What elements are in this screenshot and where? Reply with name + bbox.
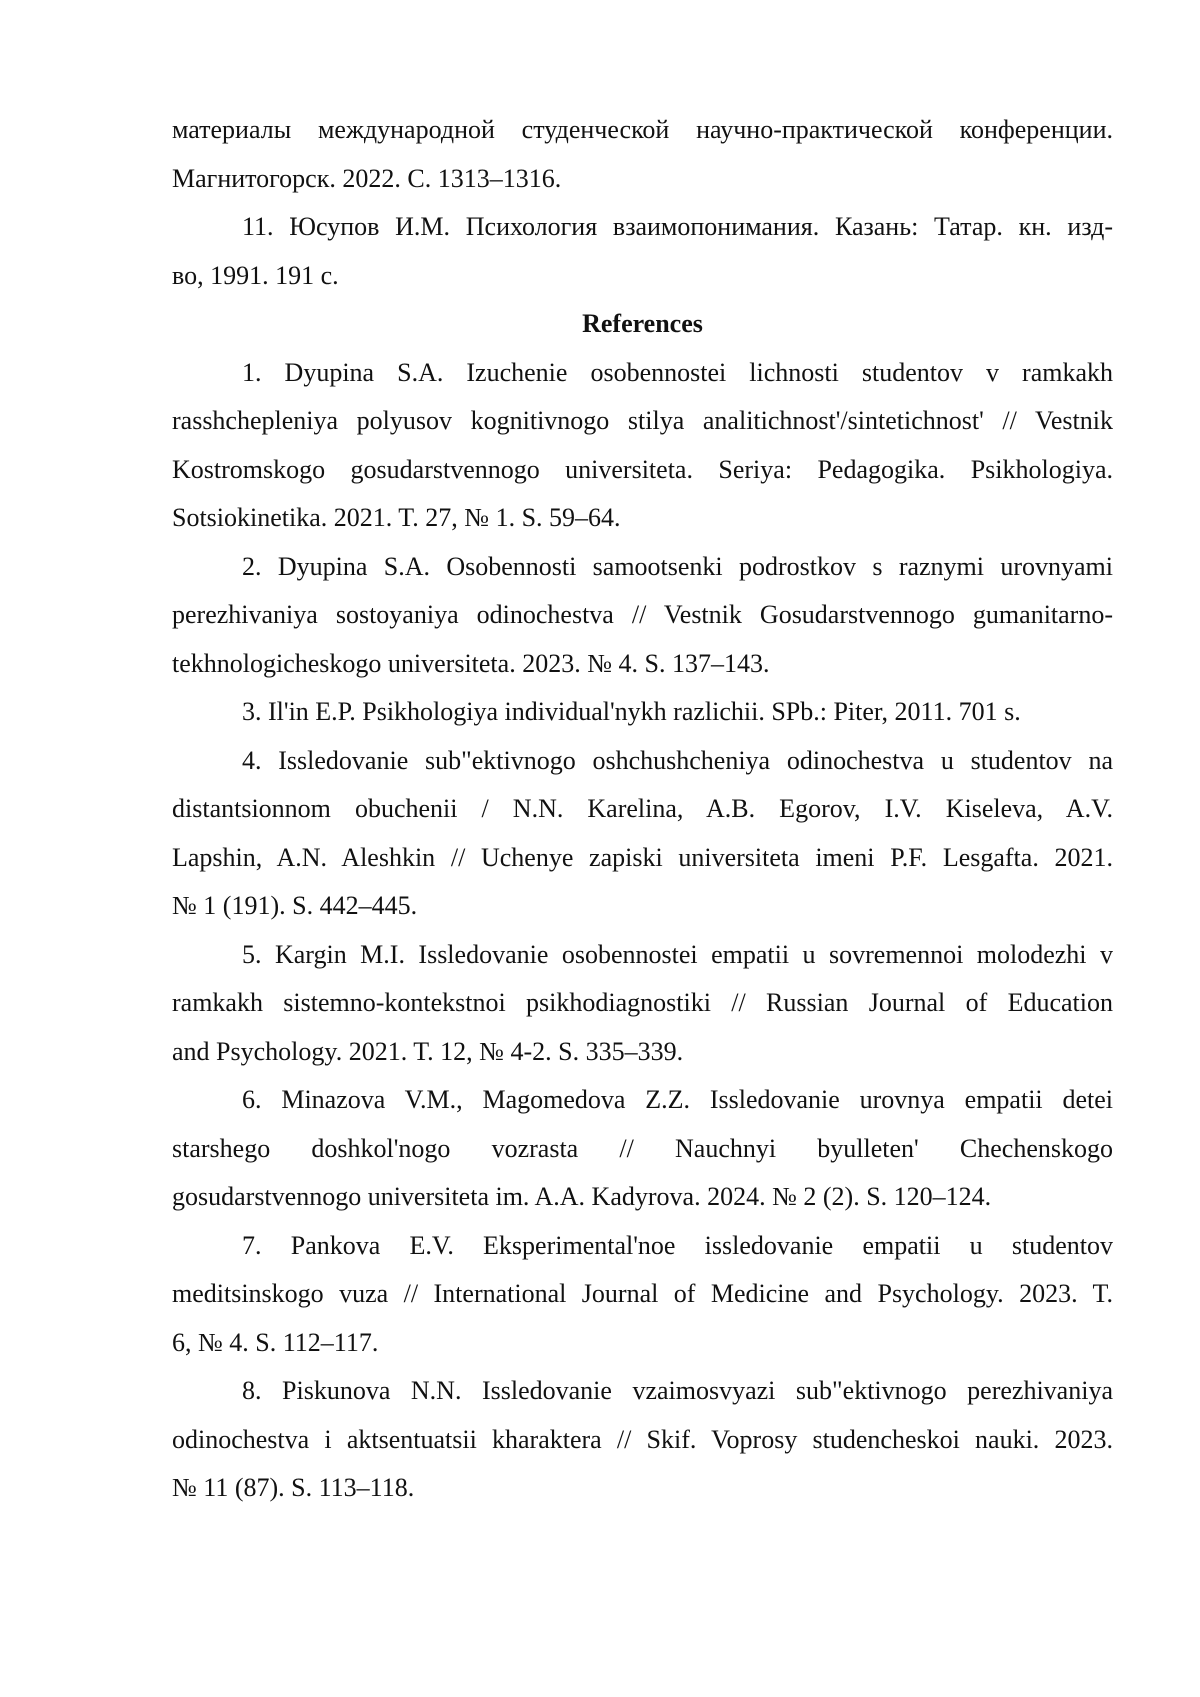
reference-entry — [172, 349, 1113, 543]
reference-line: Lapshin, A.N. Aleshkin // Uchenye zapiski universiteta imeni P.F. Lesgafta. 2021. — [172, 834, 1113, 883]
reference-line: 6. Minazova V.M., Magomedova Z.Z. Issledovanie urovnya empatii detei — [172, 1076, 1113, 1125]
reference-entry — [172, 688, 1113, 737]
reference-line: 7. Pankova E.V. Eksperimental'noe issledovanie empatii u studentov — [172, 1222, 1113, 1271]
reference-line: starshego doshkol'nogo vozrasta // Nauchnyi byulleten' Chechenskogo — [172, 1125, 1113, 1174]
reference-entry — [172, 1367, 1113, 1513]
reference-line: № 1 (191). S. 442–445. — [172, 882, 1113, 931]
reference-line: 11. Юсупов И.М. Психология взаимопонимания. Казань: Татар. кн. изд- — [172, 203, 1113, 252]
reference-line: № 11 (87). S. 113–118. — [172, 1464, 1113, 1513]
reference-entry — [172, 543, 1113, 689]
reference-entry — [172, 203, 1113, 300]
reference-line: материалы международной студенческой научно-практической конференции. — [172, 106, 1113, 155]
reference-line: Sotsiokinetika. 2021. T. 27, № 1. S. 59–64. — [172, 494, 1113, 543]
reference-line: ramkakh sistemno-kontekstnoi psikhodiagnostiki // Russian Journal of Education — [172, 979, 1113, 1028]
references-heading: References — [172, 300, 1113, 349]
reference-entry — [172, 1222, 1113, 1368]
reference-line: во, 1991. 191 с. — [172, 252, 1113, 301]
reference-entry — [172, 737, 1113, 931]
reference-line: 1. Dyupina S.A. Izuchenie osobennostei lichnosti studentov v ramkakh — [172, 349, 1113, 398]
reference-line: 5. Kargin M.I. Issledovanie osobennostei empatii u sovremennoi molodezhi v — [172, 931, 1113, 980]
reference-line: perezhivaniya sostoyaniya odinochestva // Vestnik Gosudarstvennogo gumanitarno- — [172, 591, 1113, 640]
reference-line: distantsionnom obuchenii / N.N. Karelina, A.B. Egorov, I.V. Kiseleva, A.V. — [172, 785, 1113, 834]
reference-entry — [172, 931, 1113, 1077]
reference-line: 2. Dyupina S.A. Osobennosti samootsenki podrostkov s raznymi urovnyami — [172, 543, 1113, 592]
reference-line: Kostromskogo gosudarstvennogo universiteta. Seriya: Pedagogika. Psikhologiya. — [172, 446, 1113, 495]
reference-line: Магнитогорск. 2022. С. 1313–1316. — [172, 155, 1113, 204]
reference-line: odinochestva i aktsentuatsii kharaktera // Skif. Voprosy studencheskoi nauki. 2023. — [172, 1416, 1113, 1465]
reference-line: 3. Il'in E.P. Psikhologiya individual'nykh razlichii. SPb.: Piter, 2011. 701 s. — [172, 688, 1113, 737]
document-page — [172, 106, 1113, 1513]
reference-line: meditsinskogo vuza // International Journal of Medicine and Psychology. 2023. T. — [172, 1270, 1113, 1319]
reference-entry-continued — [172, 106, 1113, 203]
reference-line: and Psychology. 2021. T. 12, № 4-2. S. 335–339. — [172, 1028, 1113, 1077]
reference-line: gosudarstvennogo universiteta im. A.A. Kadyrova. 2024. № 2 (2). S. 120–124. — [172, 1173, 1113, 1222]
reference-line: 6, № 4. S. 112–117. — [172, 1319, 1113, 1368]
reference-line: rasshchepleniya polyusov kognitivnogo stilya analitichnost'/sintetichnost' // Vestnik — [172, 397, 1113, 446]
reference-entry — [172, 1076, 1113, 1222]
reference-line: 8. Piskunova N.N. Issledovanie vzaimosvyazi sub"ektivnogo perezhivaniya — [172, 1367, 1113, 1416]
reference-line: tekhnologicheskogo universiteta. 2023. № 4. S. 137–143. — [172, 640, 1113, 689]
reference-line: 4. Issledovanie sub"ektivnogo oshchushcheniya odinochestva u studentov na — [172, 737, 1113, 786]
